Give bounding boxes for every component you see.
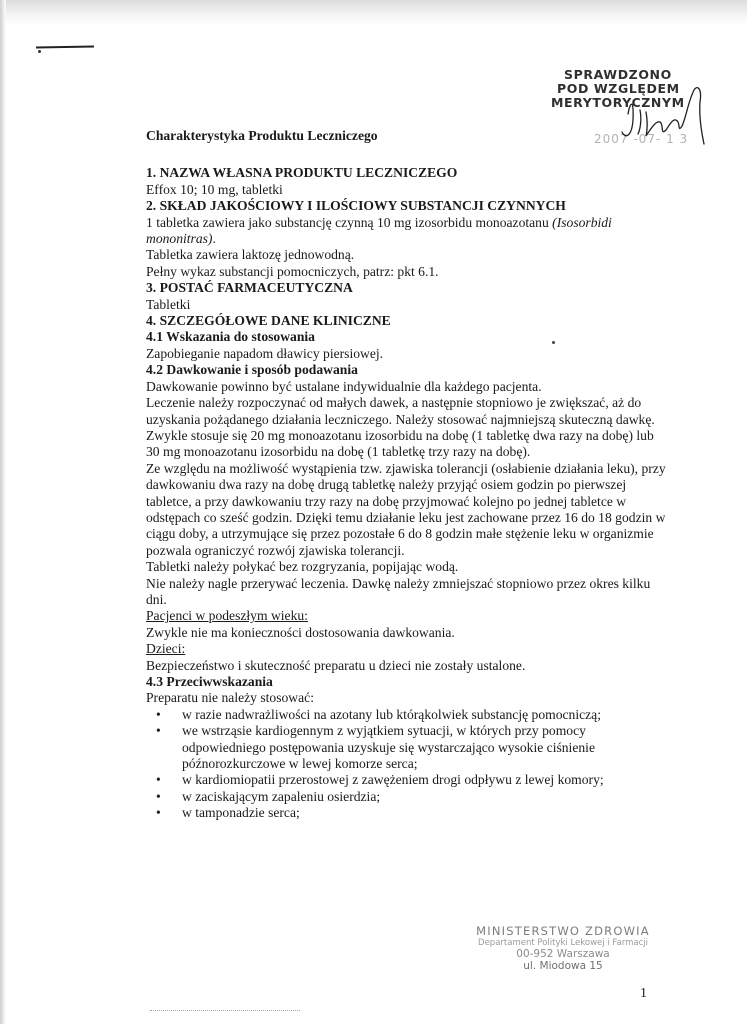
section-4-2-paragraph-2: Leczenie należy rozpoczynać od małych dawek, a następnie stopniowo je zwiększać, aż do uzyskania pożądanego działania leczniczego. Należy stosować najmniejszą skuteczną dawkę. (146, 395, 655, 427)
section-1-heading: 1. NAZWA WŁASNA PRODUKTU LECZNICZEGO (146, 165, 458, 181)
section-4-2-paragraph-3: Zwykle stosuje się 20 mg monoazotanu izosorbidu na dobę (1 tabletkę dwa razy na dobę) lub 30 mg monoazotanu izosorbidu na dobę (1 tabletkę trzy razy na dobę). (146, 427, 654, 460)
bullet-icon: • (156, 723, 161, 739)
section-2-line-1 (146, 215, 666, 248)
list-item (146, 789, 666, 805)
elderly-patients-text: Zwykle nie ma konieczności dostosowania dawkowania. (146, 624, 455, 640)
bullet-icon: • (156, 772, 161, 788)
section-2-line-1-main: 1 tabletka zawiera jako substancję czynną 10 mg izosorbidu monoazotanu (146, 214, 553, 230)
document-title: Charakterystyka Produktu Leczniczego (146, 128, 378, 143)
ministry-stamp-line-3: 00-952 Warszawa (516, 948, 610, 960)
list-item-text: w tamponadzie serca; (182, 805, 300, 821)
stamp-date: 2007 -07- 1 3 (594, 132, 689, 146)
contraindications-list (146, 707, 666, 822)
list-item (146, 805, 666, 821)
corner-dot (38, 50, 41, 53)
section-3-text: Tabletki (146, 296, 191, 312)
list-item-text: we wstrząsie kardiogennym z wyjątkiem sytuacji, w których przy pomocy odpowiedniego postępowania uzyskuje się wystarczająco wysokie ciśnienie późnorozkurczowe w lewej komorze serca; (182, 723, 595, 772)
corner-mark (36, 45, 94, 48)
section-2-line-3: Pełny wykaz substancji pomocniczych, patrz: pkt 6.1. (146, 263, 439, 279)
section-4-2-heading: 4.2 Dawkowanie i sposób podawania (146, 362, 358, 378)
ministry-stamp-line-4: ul. Miodowa 15 (523, 960, 603, 972)
section-4-3-intro: Preparatu nie należy stosować: (146, 690, 314, 706)
section-4-1-heading: 4.1 Wskazania do stosowania (146, 329, 315, 345)
stamp-line-1: SPRAWDZONO (564, 67, 672, 82)
footer-line (150, 1010, 300, 1012)
stamp-line-2: POD WZGLĘDEM (557, 81, 680, 96)
section-4-1-text: Zapobieganie napadom dławicy piersiowej. (146, 345, 384, 361)
section-1-text: Effox 10; 10 mg, tabletki (146, 181, 283, 197)
section-4-2-paragraph-4: Ze względu na możliwość wystąpienia tzw. zjawiska tolerancji (osłabienie działania leku), przy dawkowaniu dwa razy na dobę drugą tabletkę należy przyjąć osiem godzin po pierwszej tabletce, a przy dawkowaniu trzy razy na dobę przyjmować kolejno po jednej tabletce w odstępach co sześć godzin. Dzięki temu działanie leku jest zachowane przez 16 do 18 godzin w ciągu doby, a utrzymujące się przez pozostałe 6 do 8 godzin małe stężenie leku w organizmie pozwala ograniczyć rozwój zjawiska tolerancji. (146, 460, 666, 558)
ministry-stamp (468, 924, 658, 972)
section-2-line-1-end: . (212, 231, 216, 247)
section-2-heading: 2. SKŁAD JAKOŚCIOWY I ILOŚCIOWY SUBSTANCJI CZYNNYCH (146, 198, 566, 214)
bullet-icon: • (156, 788, 161, 804)
section-2-line-1-latin: (Isosorbidi mononitras) (146, 214, 612, 247)
children-text: Bezpieczeństwo i skuteczność preparatu u dzieci nie zostały ustalone. (146, 657, 526, 673)
children-heading: Dzieci: (146, 641, 186, 657)
bullet-icon: • (156, 805, 161, 821)
bullet-icon: • (156, 706, 161, 722)
list-item-text: w kardiomiopatii przerostowej z zawężeniem drogi odpływu z lewej komory; (182, 772, 604, 788)
section-4-2-paragraph-5: Tabletki należy połykać bez rozgryzania, popijając wodą. (146, 559, 459, 575)
ministry-stamp-line-2: Departament Polityki Lekowej i Farmacji (478, 938, 648, 948)
list-item-text: w razie nadwrażliwości na azotany lub którąkolwiek substancję pomocniczą; (182, 706, 601, 722)
section-3-heading: 3. POSTAĆ FARMACEUTYCZNA (146, 280, 353, 296)
list-item (146, 772, 666, 788)
scan-edge-left (0, 0, 6, 1024)
page-number: 1 (640, 986, 647, 1001)
section-4-2-paragraph-6: Nie należy nagle przerywać leczenia. Dawkę należy zmniejszać stopniowo przez okres kilku dni. (146, 575, 651, 607)
section-4-2-paragraph-1: Dawkowanie powinno być ustalane indywidualnie dla każdego pacjenta. (146, 378, 542, 394)
document-body (146, 128, 666, 822)
section-4-heading: 4. SZCZEGÓŁOWE DANE KLINICZNE (146, 313, 391, 329)
stray-mark (552, 341, 555, 344)
list-item (146, 723, 666, 772)
ministry-stamp-line-1: MINISTERSTWO ZDROWIA (476, 924, 650, 938)
stamp-line-3: MERYTORYCZNYM (551, 95, 685, 110)
list-item (146, 707, 666, 723)
elderly-patients-heading: Pacjenci w podeszłym wieku: (146, 608, 308, 624)
scan-edge-top (0, 0, 747, 26)
list-item-text: w zaciskającym zapaleniu osierdzia; (182, 788, 381, 804)
section-4-3-heading: 4.3 Przeciwwskazania (146, 674, 273, 689)
section-2-line-2: Tabletka zawiera laktozę jednowodną. (146, 247, 355, 263)
